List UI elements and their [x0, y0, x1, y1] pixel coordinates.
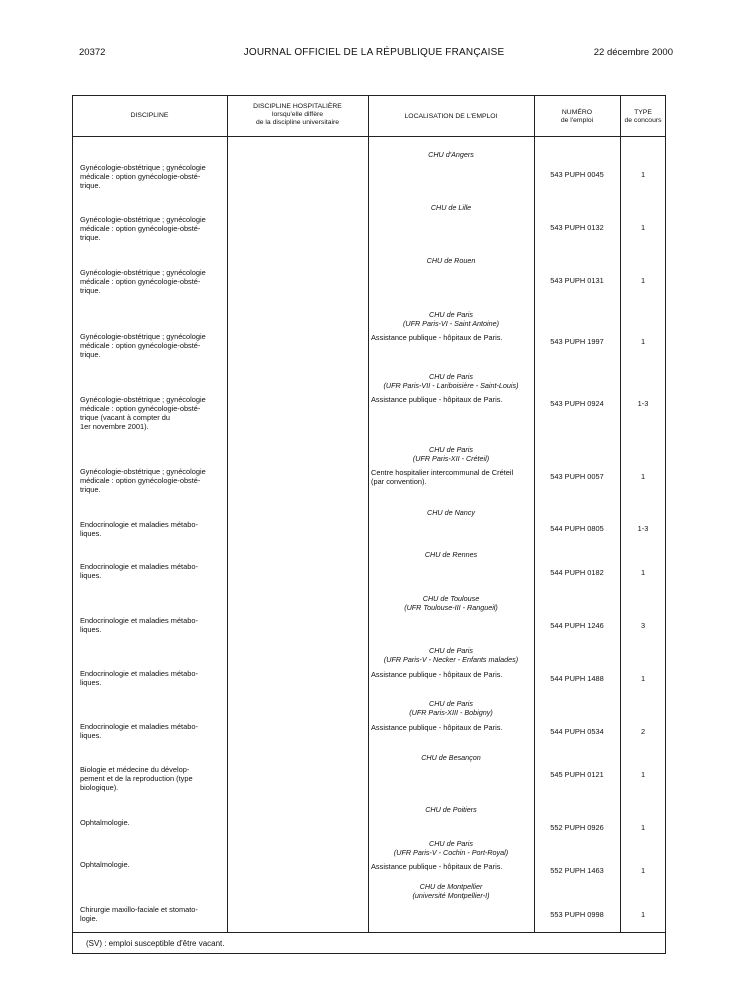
- competition-type: 1: [640, 472, 646, 481]
- competition-type: 1: [640, 568, 646, 577]
- column-header-location: LOCALISATION DE L'EMPLOI: [404, 113, 498, 120]
- location-body: Centre hospitalier intercommunal de Créteil (par convention).: [371, 468, 514, 486]
- location-heading: CHU de Paris (UFR Paris-VI - Saint Antoine): [403, 310, 499, 328]
- location-heading: CHU de Lille: [430, 203, 472, 212]
- competition-type: 1: [640, 910, 646, 919]
- discipline-cell: Endocrinologie et maladies métabo- liques.: [80, 669, 198, 687]
- location-body: Assistance publique - hôpitaux de Paris.: [371, 333, 503, 342]
- location-heading: CHU de Paris (UFR Paris-V - Necker - Enfants malades): [383, 646, 519, 664]
- position-number: 543 PUPH 0132: [550, 223, 604, 232]
- discipline-cell: Gynécologie-obstétrique ; gynécologie médicale : option gynécologie-obsté- trique.: [80, 332, 206, 359]
- competition-type: 1: [640, 337, 646, 346]
- position-number: 553 PUPH 0998: [550, 910, 604, 919]
- column-header-number: NUMÉRO de l'emploi: [560, 109, 594, 124]
- location-body: Assistance publique - hôpitaux de Paris.: [371, 723, 503, 732]
- location-heading: CHU d'Angers: [428, 150, 474, 159]
- position-number: 543 PUPH 1997: [550, 337, 604, 346]
- position-number: 543 PUPH 0057: [550, 472, 604, 481]
- discipline-cell: Endocrinologie et maladies métabo- liques.: [80, 562, 198, 580]
- location-heading: CHU de Rennes: [424, 550, 478, 559]
- competition-type: 1-3: [637, 399, 649, 408]
- column-divider: [620, 95, 621, 933]
- competition-type: 1: [640, 866, 646, 875]
- competition-type: 1: [640, 276, 646, 285]
- column-divider: [227, 95, 228, 933]
- position-number: 552 PUPH 0926: [550, 823, 604, 832]
- discipline-cell: Chirurgie maxillo-faciale et stomato- logie.: [80, 905, 198, 923]
- discipline-cell: Endocrinologie et maladies métabo- liques.: [80, 722, 198, 740]
- position-number: 544 PUPH 0182: [550, 568, 604, 577]
- position-number: 544 PUPH 0534: [550, 727, 604, 736]
- location-heading: CHU de Paris (UFR Paris-XII - Créteil): [412, 445, 490, 463]
- discipline-cell: Ophtalmologie.: [80, 818, 130, 827]
- discipline-cell: Gynécologie-obstétrique ; gynécologie médicale : option gynécologie-obsté- trique.: [80, 467, 206, 494]
- issue-date: 22 décembre 2000: [593, 47, 673, 58]
- position-number: 544 PUPH 0805: [550, 524, 604, 533]
- discipline-cell: Gynécologie-obstétrique ; gynécologie médicale : option gynécologie-obsté- trique (vacant à compter du 1er novembre 2001).: [80, 395, 206, 431]
- location-heading: CHU de Besançon: [421, 753, 481, 762]
- discipline-cell: Endocrinologie et maladies métabo- liques.: [80, 616, 198, 634]
- competition-type: 2: [640, 727, 646, 736]
- competition-type: 1-3: [637, 524, 649, 533]
- position-number: 543 PUPH 0924: [550, 399, 604, 408]
- competition-type: 3: [640, 621, 646, 630]
- column-header-discipline: DISCIPLINE: [130, 112, 169, 119]
- page-number: 20372: [79, 47, 106, 58]
- column-header-type: TYPE de concours: [624, 109, 662, 124]
- journal-title: JOURNAL OFFICIEL DE LA RÉPUBLIQUE FRANÇAISE: [243, 47, 505, 58]
- position-number: 545 PUPH 0121: [550, 770, 604, 779]
- position-number: 544 PUPH 1488: [550, 674, 604, 683]
- location-heading: CHU de Nancy: [427, 508, 475, 517]
- column-divider: [368, 95, 369, 933]
- column-divider: [534, 95, 535, 933]
- competition-type: 1: [640, 170, 646, 179]
- discipline-cell: Gynécologie-obstétrique ; gynécologie médicale : option gynécologie-obsté- trique.: [80, 215, 206, 242]
- location-heading: CHU de Montpellier (université Montpellier-I): [412, 882, 490, 900]
- location-heading: CHU de Rouen: [426, 256, 476, 265]
- competition-type: 1: [640, 674, 646, 683]
- location-heading: CHU de Paris (UFR Paris-XIII - Bobigny): [409, 699, 493, 717]
- competition-type: 1: [640, 823, 646, 832]
- location-heading: CHU de Paris (UFR Paris-VII - Lariboisière - Saint-Louis): [383, 372, 519, 390]
- column-header-hospital-discipline: DISCIPLINE HOSPITALIÈRE lorsqu'elle diffère de la discipline universitaire: [253, 103, 342, 126]
- location-heading: CHU de Paris (UFR Paris-V - Cochin - Port-Royal): [393, 839, 509, 857]
- position-number: 543 PUPH 0045: [550, 170, 604, 179]
- location-body: Assistance publique - hôpitaux de Paris.: [371, 862, 503, 871]
- discipline-cell: Ophtalmologie.: [80, 860, 130, 869]
- competition-type: 1: [640, 770, 646, 779]
- competition-type: 1: [640, 223, 646, 232]
- location-body: Assistance publique - hôpitaux de Paris.: [371, 670, 503, 679]
- discipline-cell: Gynécologie-obstétrique ; gynécologie médicale : option gynécologie-obsté- trique.: [80, 163, 206, 190]
- discipline-cell: Gynécologie-obstétrique ; gynécologie médicale : option gynécologie-obsté- trique.: [80, 268, 206, 295]
- position-number: 543 PUPH 0131: [550, 276, 604, 285]
- footnote: (SV) : emploi susceptible d'être vacant.: [86, 939, 225, 948]
- location-heading: CHU de Poitiers: [425, 805, 477, 814]
- location-body: Assistance publique - hôpitaux de Paris.: [371, 395, 503, 404]
- location-heading: CHU de Toulouse (UFR Toulouse-III - Rangueil): [404, 594, 498, 612]
- header-divider: [72, 136, 666, 137]
- position-number: 544 PUPH 1246: [550, 621, 604, 630]
- discipline-cell: Endocrinologie et maladies métabo- liques.: [80, 520, 198, 538]
- position-number: 552 PUPH 1463: [550, 866, 604, 875]
- discipline-cell: Biologie et médecine du dévelop- pement et de la reproduction (type biologique).: [80, 765, 193, 792]
